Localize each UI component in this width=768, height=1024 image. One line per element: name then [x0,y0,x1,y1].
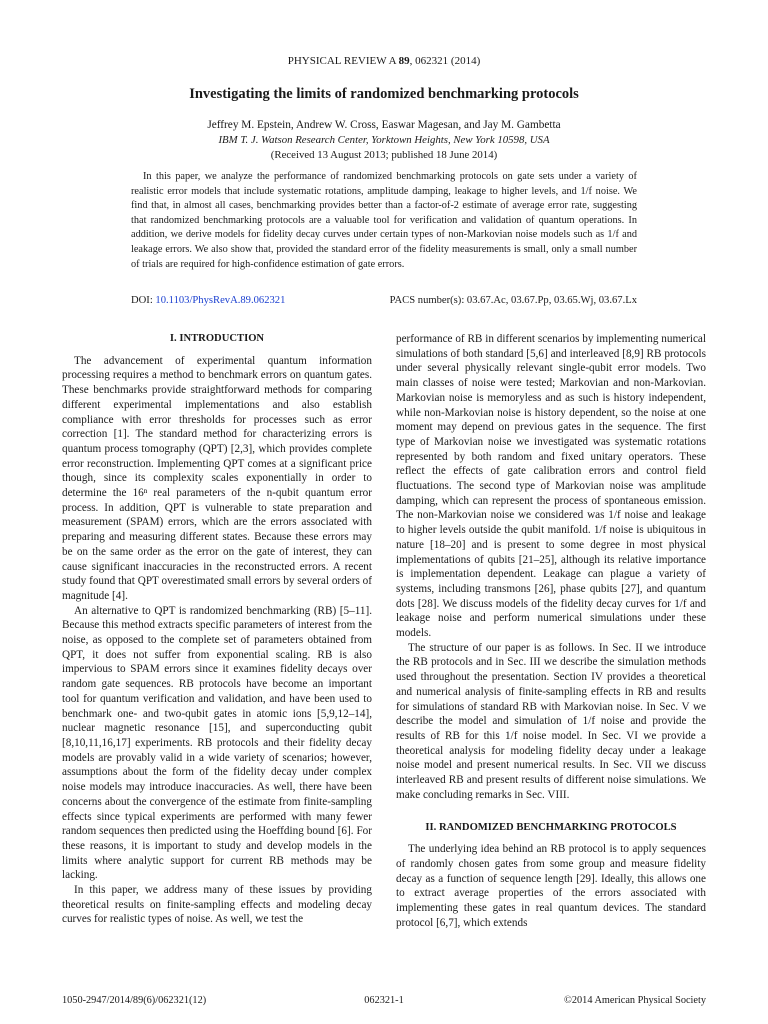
journal-name: PHYSICAL REVIEW A [287,55,399,67]
section-heading-rb-protocols: II. RANDOMIZED BENCHMARKING PROTOCOLS [425,821,677,833]
footer-copyright: ©2014 American Physical Society [564,995,706,1006]
footer-page-number: 062321-1 [364,995,404,1006]
intro-paragraph-3-continued: performance of RB in different scenarios by implementing numerical simulations of both standard [5,6] and interleaved [8,9] RB protocols under several physically relevant single-qubit error models. Two main classes of noise were tested; Markovian and non-Markovian. Markovian noise is memoryless and as such is history independent, while non-Markovian noise is history dependent, so the noise at one moment may depend on previous gates in the sequence. The first type of Markovian noise we investigated was systematic rotations represented by both random and fixed unitary operators. These reflect the effects of gate calibration errors and control field fluctuations. The second type of Markovian noise was amplitude damping, which can represent the process of spontaneous emission. The non-Markovian noise we considered was 1/f noise and leakage to higher levels outside the qubit manifold. 1/f noise is ubiquitous in nature [18–20] and is present to some degree in most physical implementations of qubits [21–25], although its relative importance is implementation dependent. Leakage can plague a variety of systems, including transmons [26], phase qubits [27], and quantum dots [28]. We discuss models of the fidelity decay curves for 1/f and leakage noise and perform numerical simulations under these models. [396,333,706,640]
intro-paragraph-1: The advancement of experimental quantum information processing requires a method to benchmark errors on quantum gates. These benchmarks provide straightforward methods for comparing different experimental implementations and also establish compliance with error thresholds for processes such as error correction [1]. The standard method for characterizing errors is quantum process tomography (QPT) [2,3], which provides complete error reconstruction. Implementing QPT comes at a significant price though, since its complexity scales exponentially in order to determine the 16ⁿ real parameters of the n-qubit quantum error process. In addition, QPT is vulnerable to state preparation and measurement (SPAM) errors, which are the errors associated with preparing and measuring different states. Because these errors may be on the same order as the error on the gate of interest, they can cause significant inaccuracies in the reconstructed errors. A recent study found that QPT overestimated small errors by several orders of magnitude [4]. [62,354,372,602]
article-number: , 062321 (2014) [409,55,481,67]
received-date: (Received 13 August 2013; published 18 June 2014) [270,149,498,161]
rb-paragraph-1: The underlying idea behind an RB protocol is to apply sequences of randomly chosen gates from some group and measure fidelity decay as a function of sequence length [29]. Ideally, this allows one to extract average properties of the errors associated with implementing these gates in real quantum devices. The standard protocol [6,7], which extends [396,843,706,929]
footer-issn: 1050-2947/2014/89(6)/062321(12) [62,995,207,1006]
intro-paragraph-3: In this paper, we address many of these issues by providing theoretical results on finite-sampling effects and modeling decay curves for realistic types of noise. As well, we test the [62,884,372,926]
abstract [131,170,637,272]
section-heading-introduction: I. INTRODUCTION [169,333,265,344]
doi-pacs-row [131,295,637,306]
affiliation: IBM T. J. Watson Research Center, Yorktown Heights, New York 10598, USA [218,134,550,146]
right-column [396,332,706,930]
pacs-numbers: PACS number(s): 03.67.Ac, 03.67.Pp, 03.65.Wj, 03.67.Lx [389,295,637,306]
intro-paragraph-2: An alternative to QPT is randomized benchmarking (RB) [5–11]. Because this method extracts specific parameters of interest from the noise, as opposed to the complete set of parameters obtained from QPT, it does not suffer from exponential scaling. RB is also impervious to SPAM errors since it examines fidelity decays over random gate sequences. RB protocols have become an important tool for quantum verification and validation, and have been used to benchmark one- and two-qubit gates in atomic ions [5,9,12–14], nuclear magnetic resonance [15], and superconducting qubit [8,10,11,16,17] experiments. RB protocols and their fidelity decay models are provably valid in a wide variety of scenarios; however, assumptions about the form of the fidelity decay under complex noise models may introduce inaccuracies. As well, there have been concerns about the convergence of the estimate from finite-sampling effects since typical experiments are performed with many fewer random sequences then predicted using the Hoeffding bound [6]. For these reasons, it is important to study and develop models in the limits where analytic support for current RB methods may be lacking. [62,604,372,882]
paper-title: Investigating the limits of randomized benchmarking protocols [189,86,579,102]
doi-link[interactable]: 10.1103/PhysRevA.89.062321 [155,295,286,306]
intro-paragraph-structure: The structure of our paper is as follows. In Sec. II we introduce the RB protocols and in Sec. III we describe the simulation methods used throughout the presentation. Section IV provides a theoretical and numerical analysis of finite-sampling effects in RB and results for simulations of standard RB with Markovian noise. In Sec. V we describe the model and simulation of 1/f noise and provide the results of RB for this 1/f noise model. In Sec. VI we provide a theoretical analysis for modeling fidelity decay under a leakage noise model and present numerical results. In Sec. VII we discuss interleaved RB and present results of different noise simulations. We make concluding remarks in Sec. VIII. [396,641,706,801]
journal-header [0,55,768,67]
author-list: Jeffrey M. Epstein, Andrew W. Cross, Easwar Magesan, and Jay M. Gambetta [207,119,561,131]
doi-label: DOI: [131,295,156,306]
abstract-text: In this paper, we analyze the performance of randomized benchmarking protocols on gate sets under a variety of realistic error models that include systematic rotations, amplitude damping, leakage to higher levels, and 1/f noise. We find that, in almost all cases, benchmarking provides better than a factor-of-2 estimate of average error rate, suggesting that randomized benchmarking protocols are a valuable tool for verification and validation of quantum operations. In addition, we derive models for fidelity decay curves under certain types of non-Markovian noise models such as 1/f and leakage errors. We also show that, provided the standard error of the fidelity measurements is small, only a small number of trials are required for high-confidence estimation of gate errors. [131,171,637,270]
journal-volume: 89 [398,55,410,67]
left-column [62,332,372,927]
